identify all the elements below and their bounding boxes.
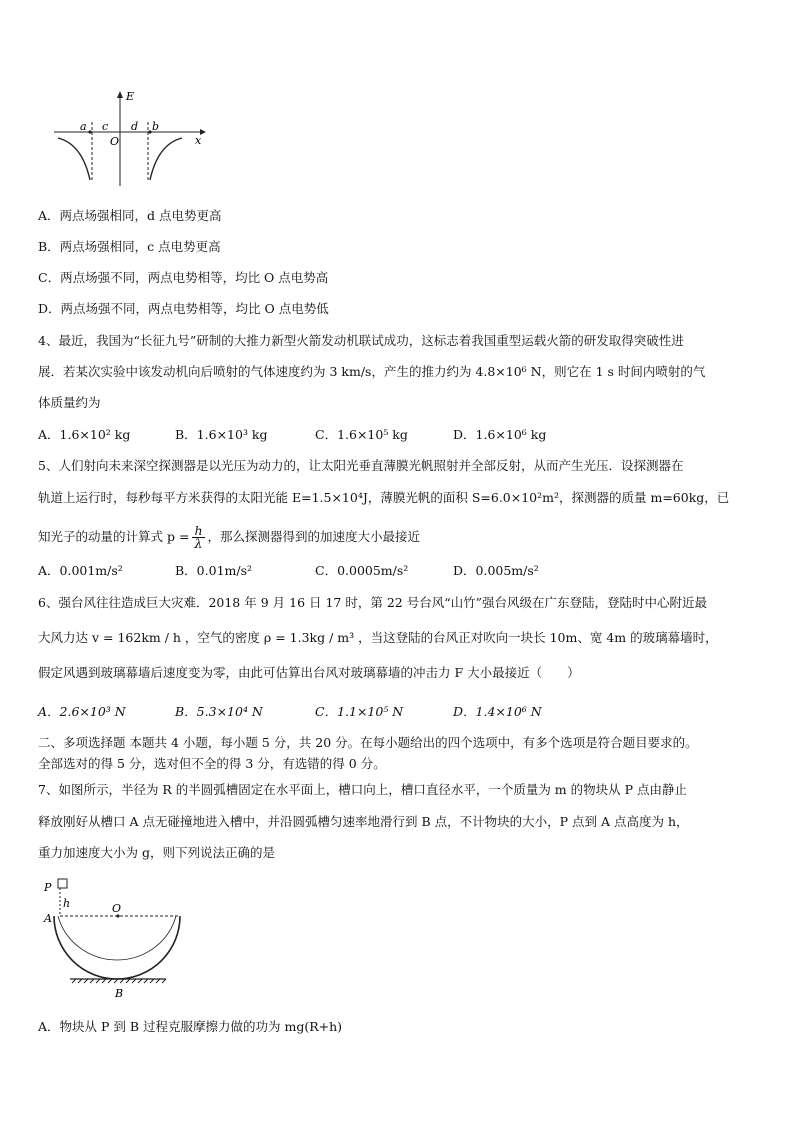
momentum-fraction — [192, 525, 204, 550]
q5-stem-line3 — [38, 525, 420, 550]
q4-option-b: B．1.6×10³ kg — [175, 427, 268, 442]
curve-right — [150, 138, 182, 180]
q4-option-c: C．1.6×10⁵ kg — [315, 427, 408, 442]
q6-option-b: B．5.3×10⁴ N — [175, 704, 263, 719]
q7-option-a: A．物块从 P 到 B 过程克服摩擦力做的功为 mg(R+h) — [38, 1019, 343, 1034]
q6-option-a: A．2.6×10³ N — [38, 704, 126, 719]
label-a: A — [44, 912, 52, 925]
q5-line3-suffix: ，那么探测器得到的加速度大小最接近 — [207, 529, 421, 544]
q4-stem-line2: 展．若某次实验中该发动机向后喷射的气体速度约为 3 km/s，产生的推力约为 4.8×10⁶ N，则它在 1 s 时间内喷射的气 — [38, 364, 706, 379]
q6-option-d: D．1.4×10⁶ N — [453, 704, 542, 719]
q4-stem-line3: 体质量约为 — [38, 395, 101, 410]
groove-arc-inner — [58, 916, 176, 960]
q5-option-b: B．0.01m/s² — [175, 563, 253, 578]
q6-stem-line2: 大风力达 v = 162km / h ，空气的密度 ρ = 1.3kg / m³ ，当这登陆的台风正对吹向一块长 10m、宽 4m 的玻璃幕墙时， — [38, 630, 718, 645]
q7-stem-line1: 7、如图所示，半径为 R 的半圆弧槽固定在水平面上，槽口向上，槽口直径水平，一个质量为 m 的物块从 P 点由静止 — [38, 782, 687, 797]
label-p: P — [44, 881, 52, 894]
curve-left — [58, 138, 90, 180]
q7-stem-line2: 释放刚好从槽口 A 点无碰撞地进入槽中，并沿圆弧槽匀速率地滑行到 B 点，不计物块的大小，P 点到 A 点高度为 h， — [38, 814, 689, 829]
q4-stem-line1: 4、最近，我国为“长征九号”研制的大推力新型火箭发动机联试成功，这标志着我国重型运载火箭的研发取得突破性进 — [38, 333, 684, 348]
q5-option-d: D．0.005m/s² — [453, 563, 539, 578]
q6-option-c: C．1.1×10⁵ N — [315, 704, 404, 719]
groove-arc — [54, 916, 180, 979]
q5-option-c: C．0.0005m/s² — [315, 563, 409, 578]
fraction-denominator: λ — [194, 536, 203, 551]
label-o: O — [110, 135, 120, 148]
q4-option-d: D．1.6×10⁶ kg — [453, 427, 547, 442]
label-h: h — [63, 897, 71, 910]
q5-stem-line2: 轨道上运行时，每秒每平方米获得的太阳光能 E=1.5×10⁴J，薄膜光帆的面积 S=6.0×10²m²，探测器的质量 m=60kg，已 — [38, 490, 730, 505]
q3-option-b: B．两点场强相同，c 点电势更高 — [38, 239, 221, 254]
label-b: b — [152, 120, 160, 133]
label-e: E — [126, 90, 135, 103]
e-axis-arrow — [117, 91, 123, 98]
label-o: O — [112, 902, 122, 915]
label-b: B — [115, 987, 124, 1000]
block-p — [58, 879, 67, 888]
point-a — [88, 130, 91, 133]
q6-stem-line3: 假定风遇到玻璃幕墙后速度变为零，由此可估算出台风对玻璃幕墙的冲击力 F 大小最接近（ ） — [38, 665, 580, 680]
fraction-numerator: h — [194, 523, 203, 538]
label-c: c — [102, 120, 109, 133]
electric-field-graph — [48, 86, 210, 188]
q6-stem-line1: 6、强台风往往造成巨大灾难．2018 年 9 月 16 日 17 时，第 22 号台风“山竹”强台风级在广东登陆，登陆时中心附近最 — [38, 595, 707, 610]
semicircle-groove-diagram — [38, 875, 196, 1003]
label-d: d — [131, 120, 139, 133]
q3-option-c: C．两点场强不同，两点电势相等，均比 O 点电势高 — [38, 270, 329, 285]
q4-option-a: A．1.6×10² kg — [38, 427, 131, 442]
label-x: x — [195, 134, 202, 147]
section2-header-line2: 全部选对的得 5 分，选对但不全的得 3 分，有选错的得 0 分。 — [38, 756, 386, 771]
q3-option-a: A．两点场强相同，d 点电势更高 — [38, 208, 222, 223]
q5-option-a: A．0.001m/s² — [38, 563, 123, 578]
q5-stem-line1: 5、人们射向未来深空探测器是以光压为动力的，让太阳光垂直薄膜光帆照射并全部反射，从而产生光压．设探测器在 — [38, 458, 684, 473]
q5-line3-prefix: 知光子的动量的计算式 p = — [38, 529, 190, 544]
section2-header-line1: 二、多项选择题 本题共 4 小题，每小题 5 分，共 20 分。在每小题给出的四个选项中，有多个选项是符合题目要求的。 — [38, 735, 698, 750]
q7-stem-line3: 重力加速度大小为 g，则下列说法正确的是 — [38, 845, 275, 860]
label-a: a — [80, 120, 87, 133]
q3-option-d: D．两点场强不同，两点电势相等，均比 O 点电势低 — [38, 301, 329, 316]
